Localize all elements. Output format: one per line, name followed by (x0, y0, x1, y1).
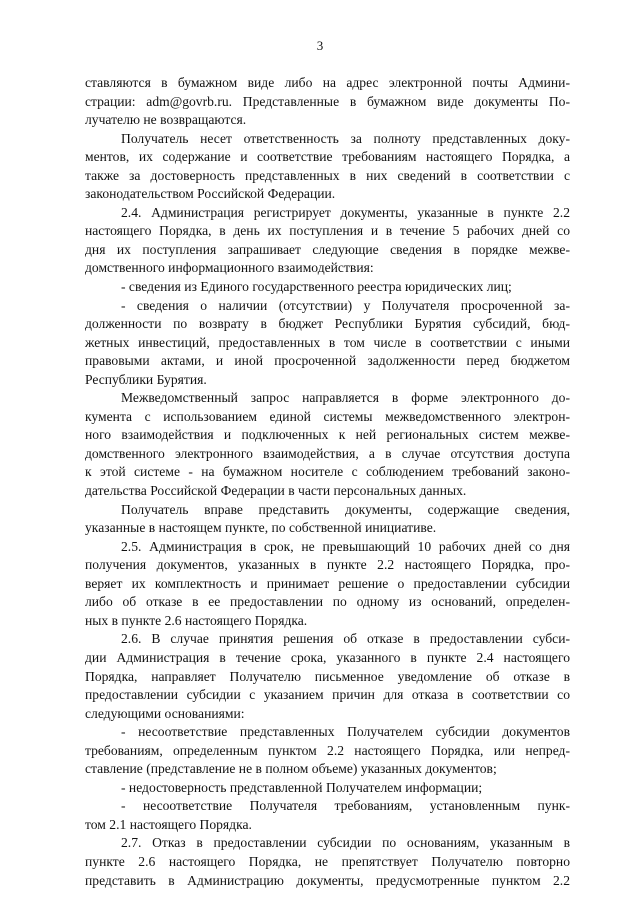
text-line: том 2.1 настоящего Порядка. (85, 816, 252, 832)
text-line: ных в пункте 2.6 настоящего Порядка. (85, 612, 308, 628)
text-line: - сведения о наличии (отсутствии) у Получателя просроченной за- (121, 297, 570, 313)
text-line: к этой системе - на бумажном носителе с соблюдением требований законо- (85, 464, 570, 480)
text-line: 2.4. Администрация регистрирует документы, указанные в пункте 2.2 (121, 204, 570, 220)
page-number: 3 (316, 38, 324, 53)
text-line: - несоответствие Получателя требованиям, установленным пунк- (121, 798, 570, 814)
text-line: также за достоверность представленных в них сведений в соответствии с (85, 167, 570, 183)
text-line: - несоответствие представленных Получателем субсидии документов (121, 724, 570, 740)
text-line: веряет их комплектность и принимает решение о предоставлении субсидии (85, 575, 570, 591)
text-line: домственного электронного взаимодействия, а в случае отсутствия доступа (85, 445, 570, 461)
text-line: Получатель несет ответственность за полноту представленных доку- (121, 130, 570, 146)
text-line: ного взаимодействия и подключенных к ней региональных систем межве- (85, 427, 570, 443)
text-line: кумента с использованием единой системы межведомственного электрон- (85, 408, 570, 424)
text-line: предоставлении субсидии с указанием причин для отказа в соответствии со (85, 687, 570, 703)
text-line: - недостоверность представленной Получателем информации; (121, 779, 483, 795)
text-line: страции: adm@govrb.ru. Представленные в бумажном виде документы По- (85, 93, 570, 109)
text-line: пункте 2.6 настоящего Порядка, не препятствует Получателю повторно (85, 853, 570, 869)
text-line: Межведомственный запрос направляется в форме электронного до- (121, 390, 570, 406)
text-line: законодательством Российской Федерации. (85, 186, 336, 202)
text-line: указанные в настоящем пункте, по собственной инициативе. (85, 520, 437, 536)
text-line: требованиям, определенным пунктом 2.2 настоящего Порядка, или непред- (85, 742, 570, 758)
text-line: дательства Российской Федерации в части персональных данных. (85, 483, 467, 499)
text-line: Республики Бурятия. (85, 371, 207, 387)
text-line: получения документов, указанных в пункте 2.2 настоящего Порядка, про- (85, 557, 570, 573)
text-line: 2.6. В случае принятия решения об отказе в предоставлении субси- (121, 631, 570, 647)
text-line: 2.7. Отказ в предоставлении субсидии по основаниям, указанным в (121, 835, 570, 851)
text-line: Получатель вправе представить документы, содержащие сведения, (121, 501, 570, 517)
text-line: жетных инвестиций, предоставленных в том числе в соответствии с иными (85, 334, 570, 350)
text-line: долженности по возврату в бюджет Республики Бурятия субсидий, бюд- (85, 316, 570, 332)
text-line: 2.5. Администрация в срок, не превышающий 10 рабочих дней со дня (121, 538, 570, 554)
text-line: дня их поступления запрашивает следующие сведения в порядке межве- (85, 241, 570, 257)
text-line: - сведения из Единого государственного реестра юридических лиц; (121, 279, 512, 295)
text-line: ставляются в бумажном виде либо на адрес электронной почты Админи- (85, 75, 570, 90)
text-line: лучателю не возвращаются. (85, 112, 247, 128)
text-line: представить в Администрацию документы, предусмотренные пунктом 2.2 (85, 872, 570, 888)
text-line: дии Администрация в течение срока, указанного в пункте 2.4 настоящего (85, 649, 570, 665)
text-line: домственного информационного взаимодействия: (85, 260, 374, 276)
text-line: либо об отказе в ее предоставлении по одному из оснований, определен- (85, 594, 570, 610)
text-line: настоящего Порядка, в день их поступления и в течение 5 рабочих дней со (85, 223, 570, 239)
text-line: ставление (представление не в полном объеме) указанных документов; (85, 761, 497, 777)
text-line: следующими основаниями: (85, 705, 245, 721)
text-line: правовыми актами, и иной просроченной задолженности перед бюджетом (85, 353, 570, 369)
text-line: ментов, их содержание и соответствие требованиям настоящего Порядка, а (85, 149, 570, 165)
document-body (85, 74, 570, 890)
text-line: Порядка, направляет Получателю письменное уведомление об отказе в (85, 668, 570, 684)
